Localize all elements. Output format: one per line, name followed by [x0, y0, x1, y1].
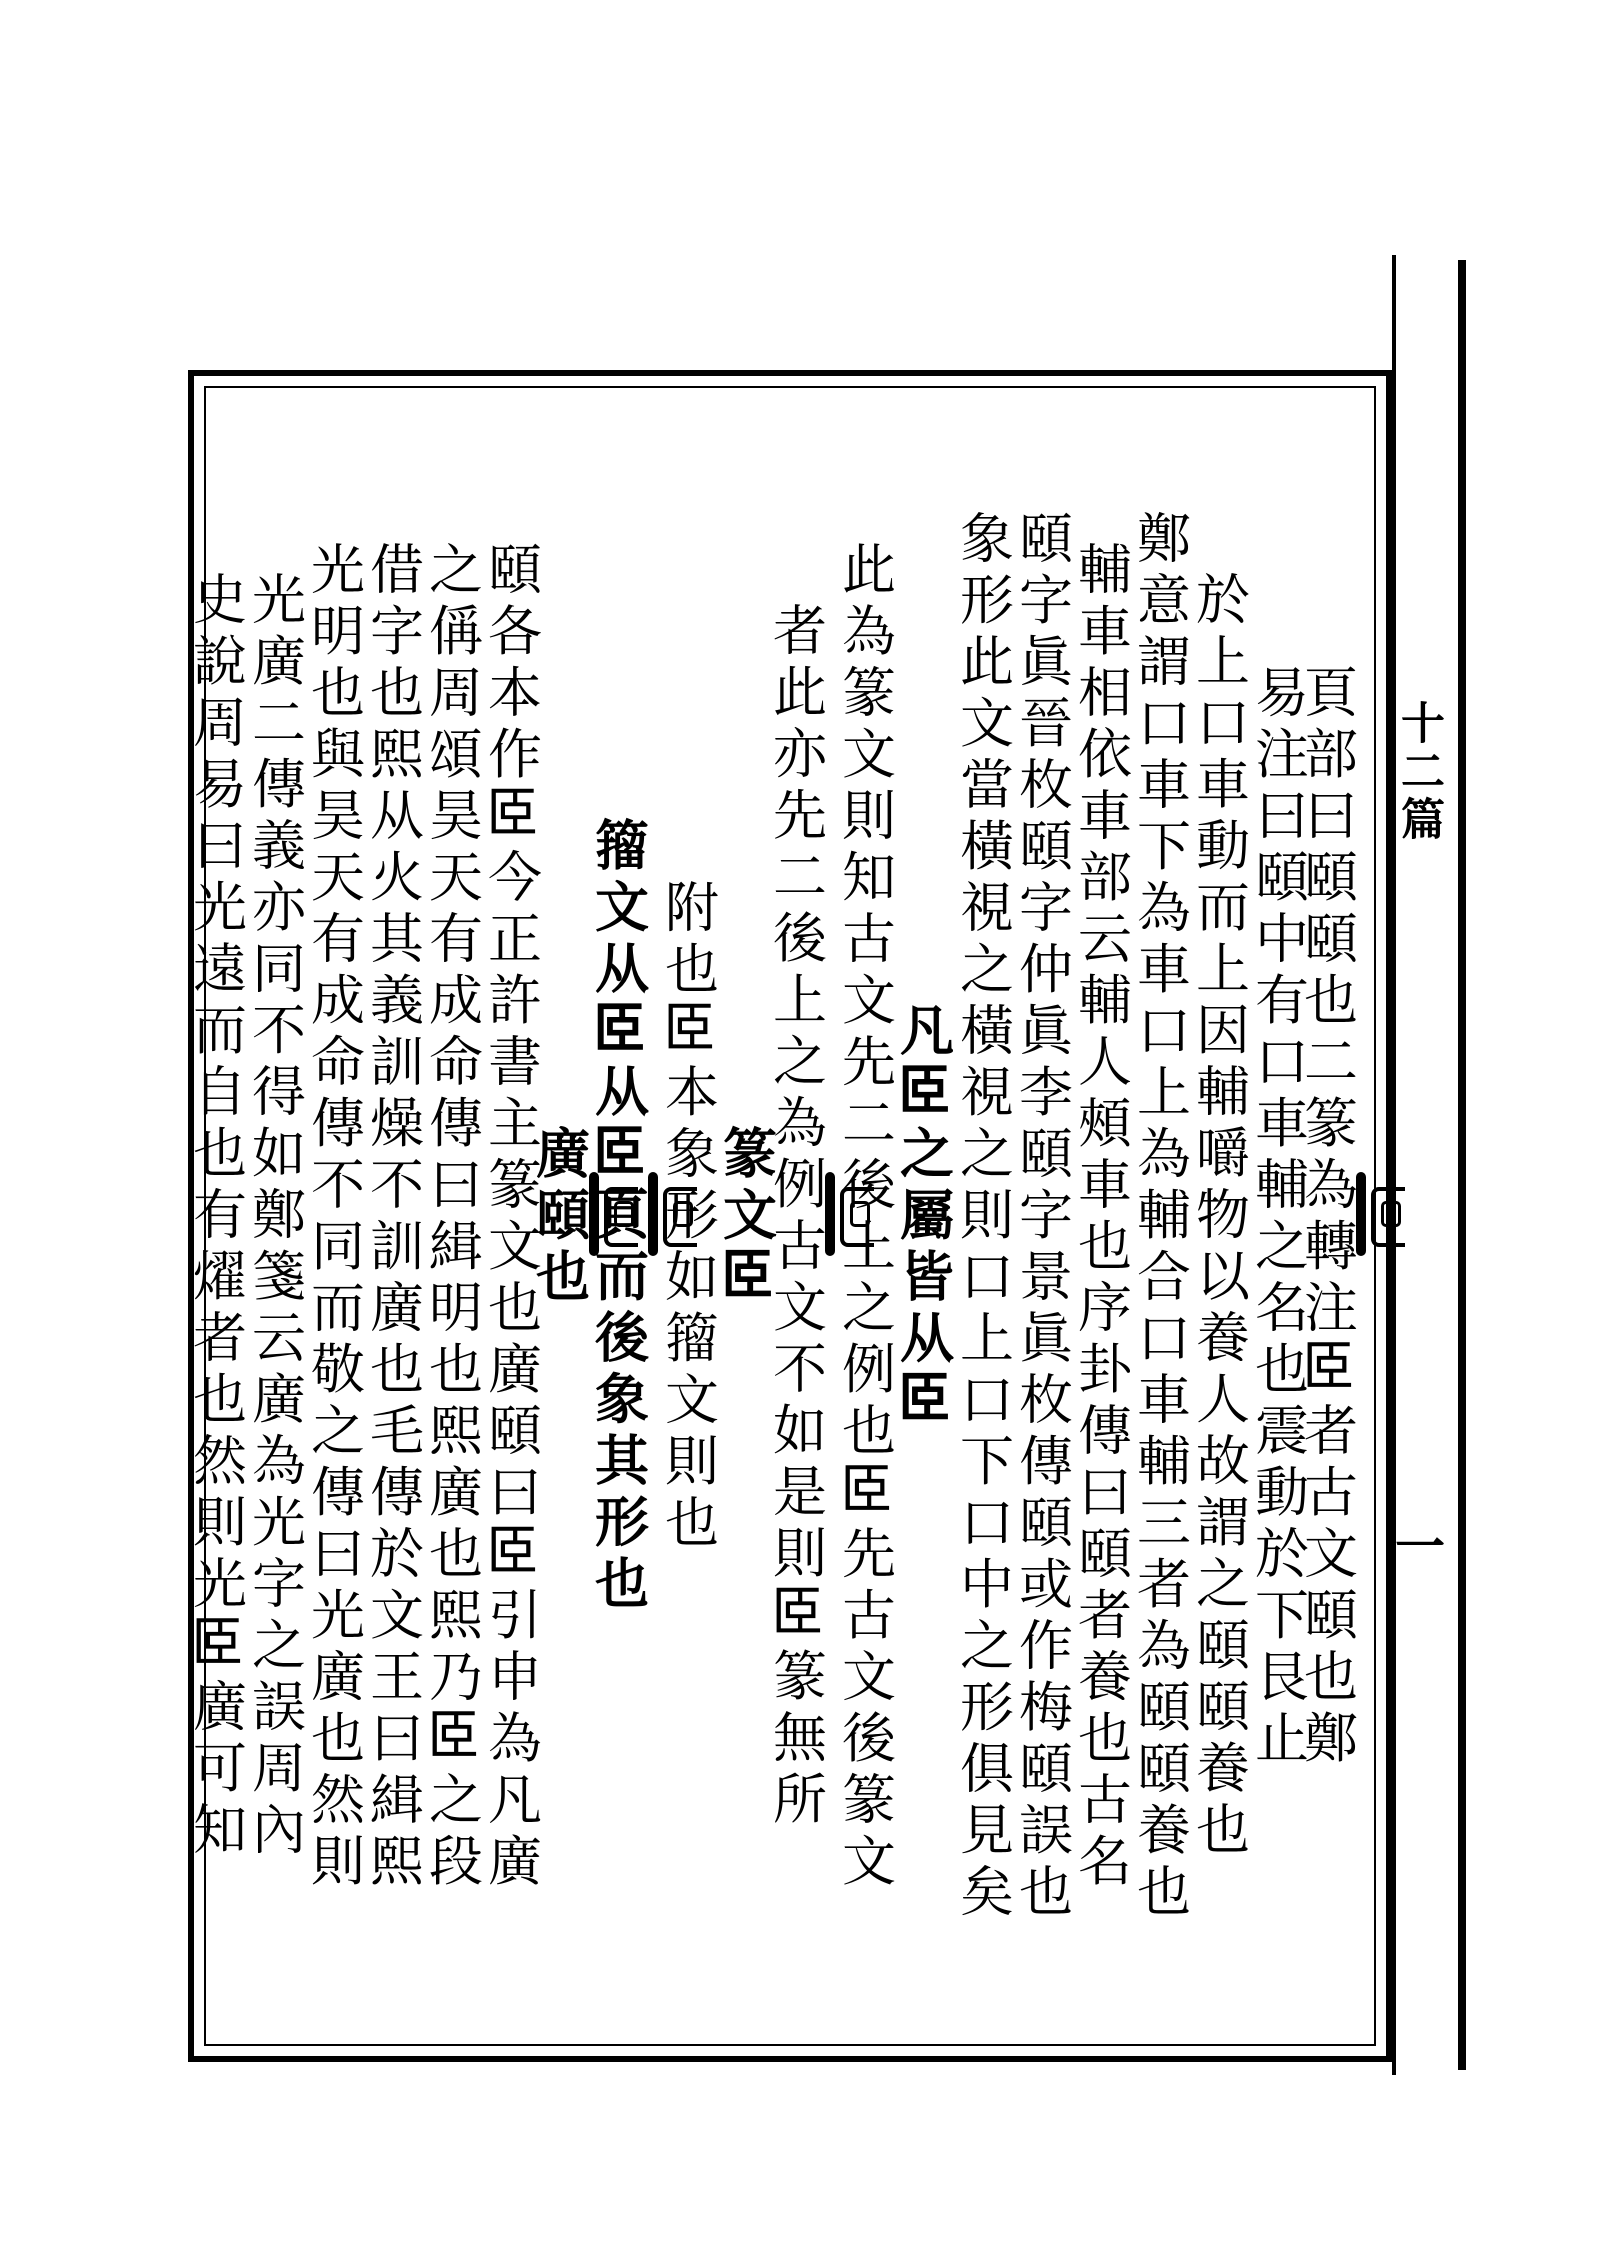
text-column-5: [1069, 392, 1133, 2042]
text-column-6: [1010, 392, 1074, 2042]
text-column-19: [243, 392, 307, 2042]
column-text: 附也𦣞本象形如籀文則也: [656, 878, 720, 1556]
text-column-18: [302, 392, 366, 2042]
text-column-14: [527, 392, 599, 2042]
column-text: 易注曰頤中有口車輔之名也震動於下艮止: [1246, 663, 1310, 1771]
margin-section-title: 十二篇: [1393, 700, 1444, 844]
column-text: 於上口車動而上因輔嚼物以養人故謂之頤頤養也: [1187, 571, 1251, 1863]
column-text: 借字也熙从火其義訓燥不訓廣也毛傳於文王曰緝熙: [361, 540, 425, 1894]
text-column-20: [184, 392, 248, 2042]
text-column-7: [951, 392, 1015, 2042]
column-text: 頤各本作𦣞今正許書主篆文也廣頤曰𦣞引申為凡廣: [479, 540, 543, 1894]
column-text-main: 籀文从𦣞从𦣞頁而後象其形也: [586, 817, 651, 1617]
text-column-16: [420, 392, 484, 2042]
column-text: 之偁周頌昊天有成命傳曰緝明也熙廣也熙乃𦣞之段: [420, 540, 484, 1894]
column-text-main: 篆文𦣞: [714, 1124, 779, 1310]
column-text: 光明也與昊天有成命傳不同而敬之傳曰光廣也然則: [302, 540, 366, 1894]
text-columns: [184, 392, 1366, 2042]
column-text: 輔車相依車部云輔人頰車也序卦傳曰頤者養也古名: [1069, 540, 1133, 1894]
text-column-3: [1187, 392, 1251, 2042]
text-column-17: [361, 392, 425, 2042]
column-text: 頤字眞晉枚頤字仲眞李頤字景眞枚傳頤或作梅頤誤也: [1010, 509, 1074, 1925]
page-margin-strip: [1387, 255, 1466, 2075]
column-text: 者此亦先二後上之為例古文不如是則𦣞篆無所: [764, 602, 828, 1832]
seal-glyph-icon: [825, 1172, 835, 1256]
seal-glyph-icon: [1356, 1172, 1366, 1256]
column-text-main: 廣頤也: [527, 1124, 592, 1310]
column-text: 象形此文當橫視之橫視之則口上口下口中之形俱見矣: [951, 509, 1015, 1925]
margin-edge-bar: [1458, 260, 1466, 2070]
text-column-4: [1128, 392, 1192, 2042]
seal-glyph-icon: [648, 1172, 658, 1256]
seal-glyph-icon: [589, 1172, 599, 1256]
text-column-8: [891, 392, 956, 2042]
text-column-1: [1295, 392, 1366, 2042]
column-text: 鄭意謂口車下為車口上為輔合口車輔三者為頤頤養也: [1128, 509, 1192, 1925]
column-text: 頁部曰頤頤也二篆為轉注𦣞者古文頤也鄭: [1295, 663, 1359, 1771]
column-text: 史說周易曰光遠而自也有燿者也然則光𦣞廣可知: [184, 571, 248, 1863]
column-text: 此為篆文則知古文先二後上之例也𦣞先古文後篆文: [833, 540, 897, 1894]
text-column-10: [764, 392, 835, 2042]
column-text-main: 凡𦣞之屬皆从𦣞: [891, 1001, 956, 1433]
margin-page-marker: 一: [1387, 1520, 1446, 1570]
column-text: 光廣二傳義亦同不得如鄭箋云廣為光字之誤周內: [243, 571, 307, 1863]
